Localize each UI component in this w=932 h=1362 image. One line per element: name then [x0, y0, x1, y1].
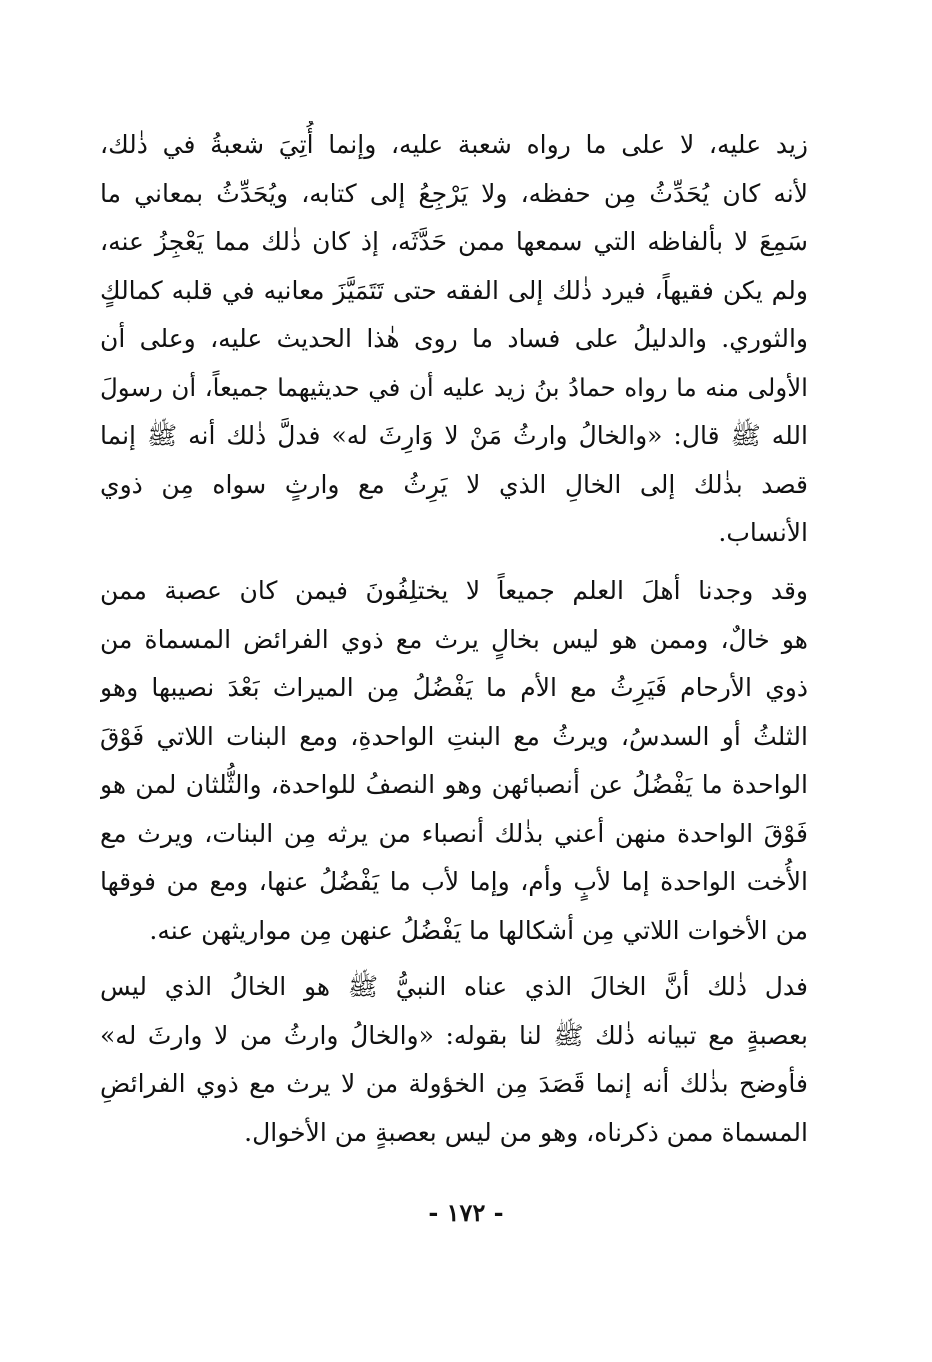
text-line: الله ﷺ قال: «والخالُ وارثُ مَنْ لا وَارِثَ له» فدلَّ ذٰلك أنه ﷺ إنما — [100, 421, 808, 450]
text-line: سَمِعَ لا بألفاظه التي سمعها ممن حَدَّثَه، إذ كان ذٰلك مما يَعْجِزُ عنه، — [100, 227, 808, 256]
text-line: الثلثُ أو السدسُ، ويرثُ مع البنتِ الواحدةِ، ومع البنات اللاتي فَوْقَ — [100, 721, 808, 751]
text-line: الأولى منه ما رواه حمادُ بنُ زيد عليه أن في حديثيهما جميعاً، أن رسولَ — [100, 372, 808, 402]
text-line: لأنه كان يُحَدِّثُ مِن حفظه، ولا يَرْجِعُ إلى كتابه، ويُحَدِّثُ بمعاني ما — [100, 178, 808, 208]
page-number: - ١٧٢ - — [428, 1198, 504, 1227]
text-line: وقد وجدنا أهلَ العلم جميعاً لا يختلِفُونَ فيمن كان عصبة ممن — [100, 576, 808, 605]
text-line: ذوي الأرحام فَيَرِثُ مع الأم ما يَفْضُلُ مِن الميراث بَعْدَ نصيبها وهو — [100, 673, 808, 702]
paragraph-3 — [100, 963, 808, 1157]
text-line: قصد بذٰلك إلى الخالِ الذي لا يَرِثُ مع وارثٍ سواه مِن ذوي — [100, 469, 808, 499]
text-line: الواحدة ما يَفْضُلُ عن أنصبائهن وهو النصفُ للواحدة، والثُّلثان لمن هو — [100, 770, 808, 799]
text-line: المسماة ممن ذكرناه، وهو من ليس بعصبةٍ من الأخوال. — [244, 1117, 808, 1147]
text-line: بعصبةٍ مع تبيانه ذٰلك ﷺ لنا بقوله: «والخالُ وارثُ من لا وارثَ له» — [100, 1020, 808, 1050]
paragraph-2 — [100, 567, 808, 955]
text-line: الأُخت الواحدة إما لأبٍ وأم، وإما لأب ما يَفْضُلُ عنها، ومع من فوقها — [100, 867, 808, 896]
text-line: فَوْقَ الواحدة منهن أعني بذٰلك أنصباء من يرثه مِن البنات، ويرث مع — [100, 818, 808, 848]
text-line: هو خالٌ، وممن هو ليس بخالٍ يرث مع ذوي الفرائض المسماة من — [100, 624, 808, 654]
text-line: من الأخوات اللاتي مِن أشكالها ما يَفْضُلُ عنهن مِن مواريثهن عنه. — [149, 915, 808, 945]
text-line: زيد عليه، لا على ما رواه شعبة عليه، وإنما أُتِيَ شعبةُ في ذٰلك، — [100, 130, 808, 159]
text-line: فأوضح بذٰلك أنه إنما قَصَدَ مِن الخؤولة من لا يرث مع ذوي الفرائضِ — [100, 1069, 808, 1098]
text-line: فدل ذٰلك أنَّ الخالَ الذي عناه النبيُّ ﷺ هو الخالُ الذي ليس — [100, 972, 808, 1001]
text-line: الأنساب. — [718, 518, 808, 547]
text-line: ولم يكن فقيهاً، فيرد ذٰلك إلى الفقه حتى تَتَمَيَّزَ معانيه في قلبه كمالكٍ — [100, 275, 808, 305]
paragraph-1 — [100, 121, 808, 558]
text-line: والثوري. والدليلُ على فساد ما روى هٰذا الحديث عليه، وعلى أن — [100, 324, 808, 353]
